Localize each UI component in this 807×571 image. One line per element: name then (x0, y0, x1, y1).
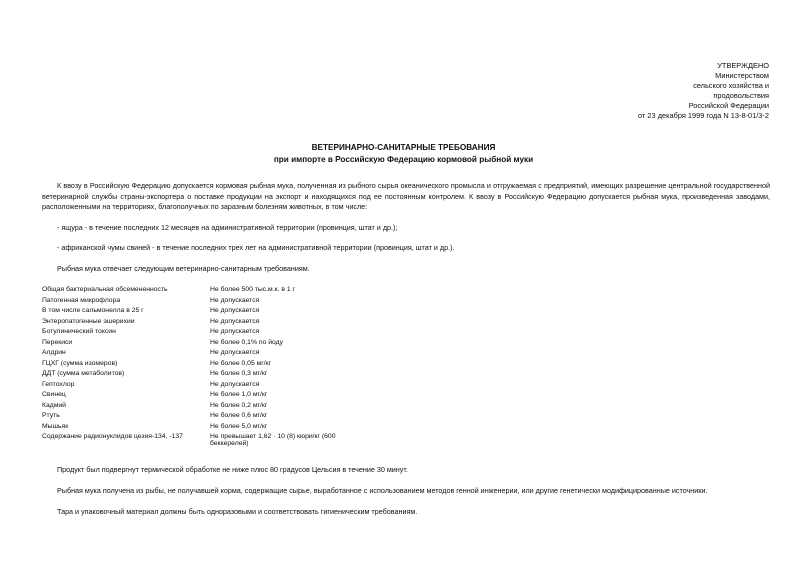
table-row (42, 370, 345, 381)
requirement-name: Мышьяк (42, 422, 69, 430)
table-row (42, 402, 345, 413)
requirement-name: Алдрин (42, 349, 66, 356)
requirement-name: Общая бактериальная обсемененность (42, 286, 168, 293)
requirement-value: Не допускается (210, 307, 260, 314)
table-row (42, 360, 345, 371)
requirements-intro: Рыбная мука отвечает следующим ветеринарно-санитарным требованиям. (57, 264, 310, 273)
document-title (0, 142, 807, 166)
table-row (42, 412, 345, 423)
requirement-value: Не допускается (210, 296, 260, 304)
gmo-paragraph: Рыбная мука получена из рыбы, не получавшей корма, содержащие сырье, выработанное с использованием методов генной инженерии, или другие генетически модифицированные источники. (57, 486, 708, 495)
title-line-1: ВЕТЕРИНАРНО-САНИТАРНЫЕ ТРЕБОВАНИЯ (311, 143, 496, 152)
requirement-value: Не допускается (210, 317, 260, 325)
approval-line: УТВЕРЖДЕНО (717, 61, 769, 70)
table-row (42, 307, 345, 318)
table-row (42, 381, 345, 392)
requirement-value: Не более 0,05 мг/кг (210, 359, 272, 367)
requirements-table (42, 286, 345, 447)
requirement-name: Патогенная микрофлора (42, 296, 121, 304)
table-row (42, 391, 345, 402)
requirement-value: Не более 0,1% по йоду (210, 338, 284, 346)
requirement-name: Ртуть (42, 412, 60, 419)
table-row (42, 423, 345, 434)
title-line-2: при импорте в Российскую Федерацию кормовой рыбной муки (273, 155, 534, 164)
requirement-value: Не допускается (210, 349, 260, 356)
table-row (42, 286, 345, 297)
requirement-value: Не более 500 тыс.м.к. в 1 г (210, 286, 295, 293)
bullet-asf: - африканской чумы свиней - в течение последних трех лет на административной территории (провинция, штат и др.). (57, 243, 455, 252)
requirement-name: Свинец (42, 391, 66, 398)
table-row (42, 349, 345, 360)
approval-line: продовольствия (713, 91, 769, 100)
approval-block (638, 61, 769, 121)
requirement-name: Ботулинический токсин (42, 328, 116, 335)
requirement-value: Не допускается (210, 380, 260, 388)
requirement-name: Энтеропатогенные эшерихии (42, 317, 135, 325)
requirement-name: Гептохлор (42, 380, 75, 388)
requirement-value: Не более 0,6 мг/кг (210, 412, 268, 419)
requirement-value: Не допускается (210, 328, 260, 335)
requirement-name: Перекиси (42, 338, 73, 346)
table-row (42, 328, 345, 339)
requirement-name: ДДТ (сумма метаболитов) (42, 370, 125, 377)
requirement-value: Не более 0,3 мг/кг (210, 370, 268, 377)
approval-line: Российской Федерации (688, 101, 769, 110)
requirement-name: Содержание радионуклидов цезия-134, -137 (42, 433, 183, 440)
requirement-value: Не более 5,0 мг/кг (210, 422, 268, 430)
requirement-name: ГЦХГ (сумма изомеров) (42, 359, 118, 367)
table-row (42, 318, 345, 329)
table-row (42, 297, 345, 308)
table-row (42, 339, 345, 350)
approval-line: от 23 декабря 1999 года N 13-8-01/3-2 (638, 111, 769, 120)
intro-paragraph: К ввозу в Российскую Федерацию допускается кормовая рыбная мука, полученная из рыбного сырья океанического промысла и отгружаемая с предприятий, имеющих разрешение центральной государственной ветеринарной службы страны-экспортера о поставке продукции на экспорт и находящихся под ее постоянным контролем. К ввозу в Российскую Федерацию допускается рыбная мука, произведенная заводами, расположенными на территориях, благополучных по заразным болезням животных, в том числе: (42, 181, 770, 212)
packaging-paragraph: Тара и упаковочный материал должны быть одноразовыми и соответствовать гигиеническим требованиям. (57, 507, 418, 516)
bullet-fmd: - ящура - в течение последних 12 месяцев на административной территории (провинция, штат и др.); (57, 223, 398, 232)
table-row (42, 433, 345, 447)
requirement-value: Не более 1,0 мг/кг (210, 391, 268, 398)
approval-line: сельского хозяйства и (693, 81, 769, 90)
requirement-name: В том числе сальмонелла в 25 г (42, 307, 144, 314)
requirement-name: Кадмий (42, 401, 66, 409)
heat-treatment-paragraph: Продукт был подвергнут термической обработке не ниже плюс 80 градусов Цельсия в течение 30 минут. (57, 465, 408, 474)
requirement-value: Не превышает 1,62 · 10 (8) кюри/кг (600 беккерелей) (210, 433, 336, 447)
requirement-value: Не более 0,2 мг/кг (210, 401, 268, 409)
approval-line: Министерством (715, 71, 769, 80)
